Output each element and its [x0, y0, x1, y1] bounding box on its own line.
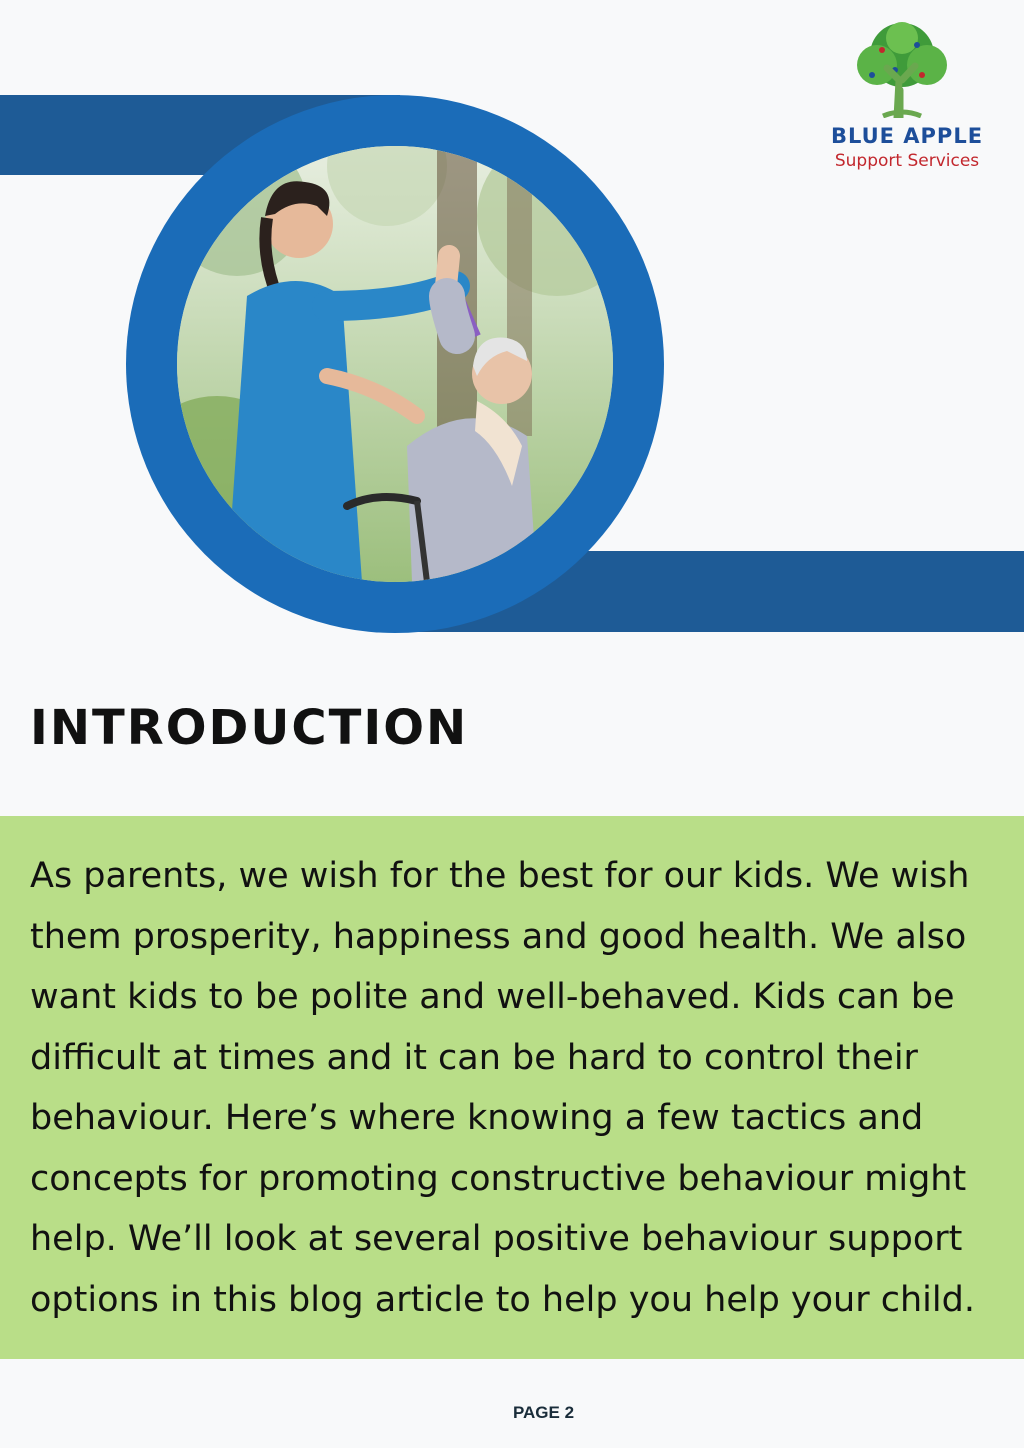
logo-name: BLUE APPLE	[830, 124, 984, 148]
section-title: INTRODUCTION	[30, 700, 469, 756]
intro-text-box	[0, 816, 1024, 1359]
logo-tagline: Support Services	[834, 151, 980, 171]
page-number: PAGE 2	[512, 1403, 575, 1422]
intro-paragraph: As parents, we wish for the best for our kids. We wish them prosperity, happiness and good health. We also want kids to be polite and well-behaved. Kids can be difficult at times and it can be hard to control their behaviour. Here’s where knowing a few tactics and concepts for promoting constructive behaviour might help. We’ll look at several positive behaviour support options in this blog article to help you help your child.	[30, 856, 975, 1320]
tree-icon	[847, 20, 957, 118]
company-logo	[812, 20, 1002, 171]
caregiver-photo-illustration	[177, 146, 613, 582]
caregiver-photo	[177, 146, 613, 582]
